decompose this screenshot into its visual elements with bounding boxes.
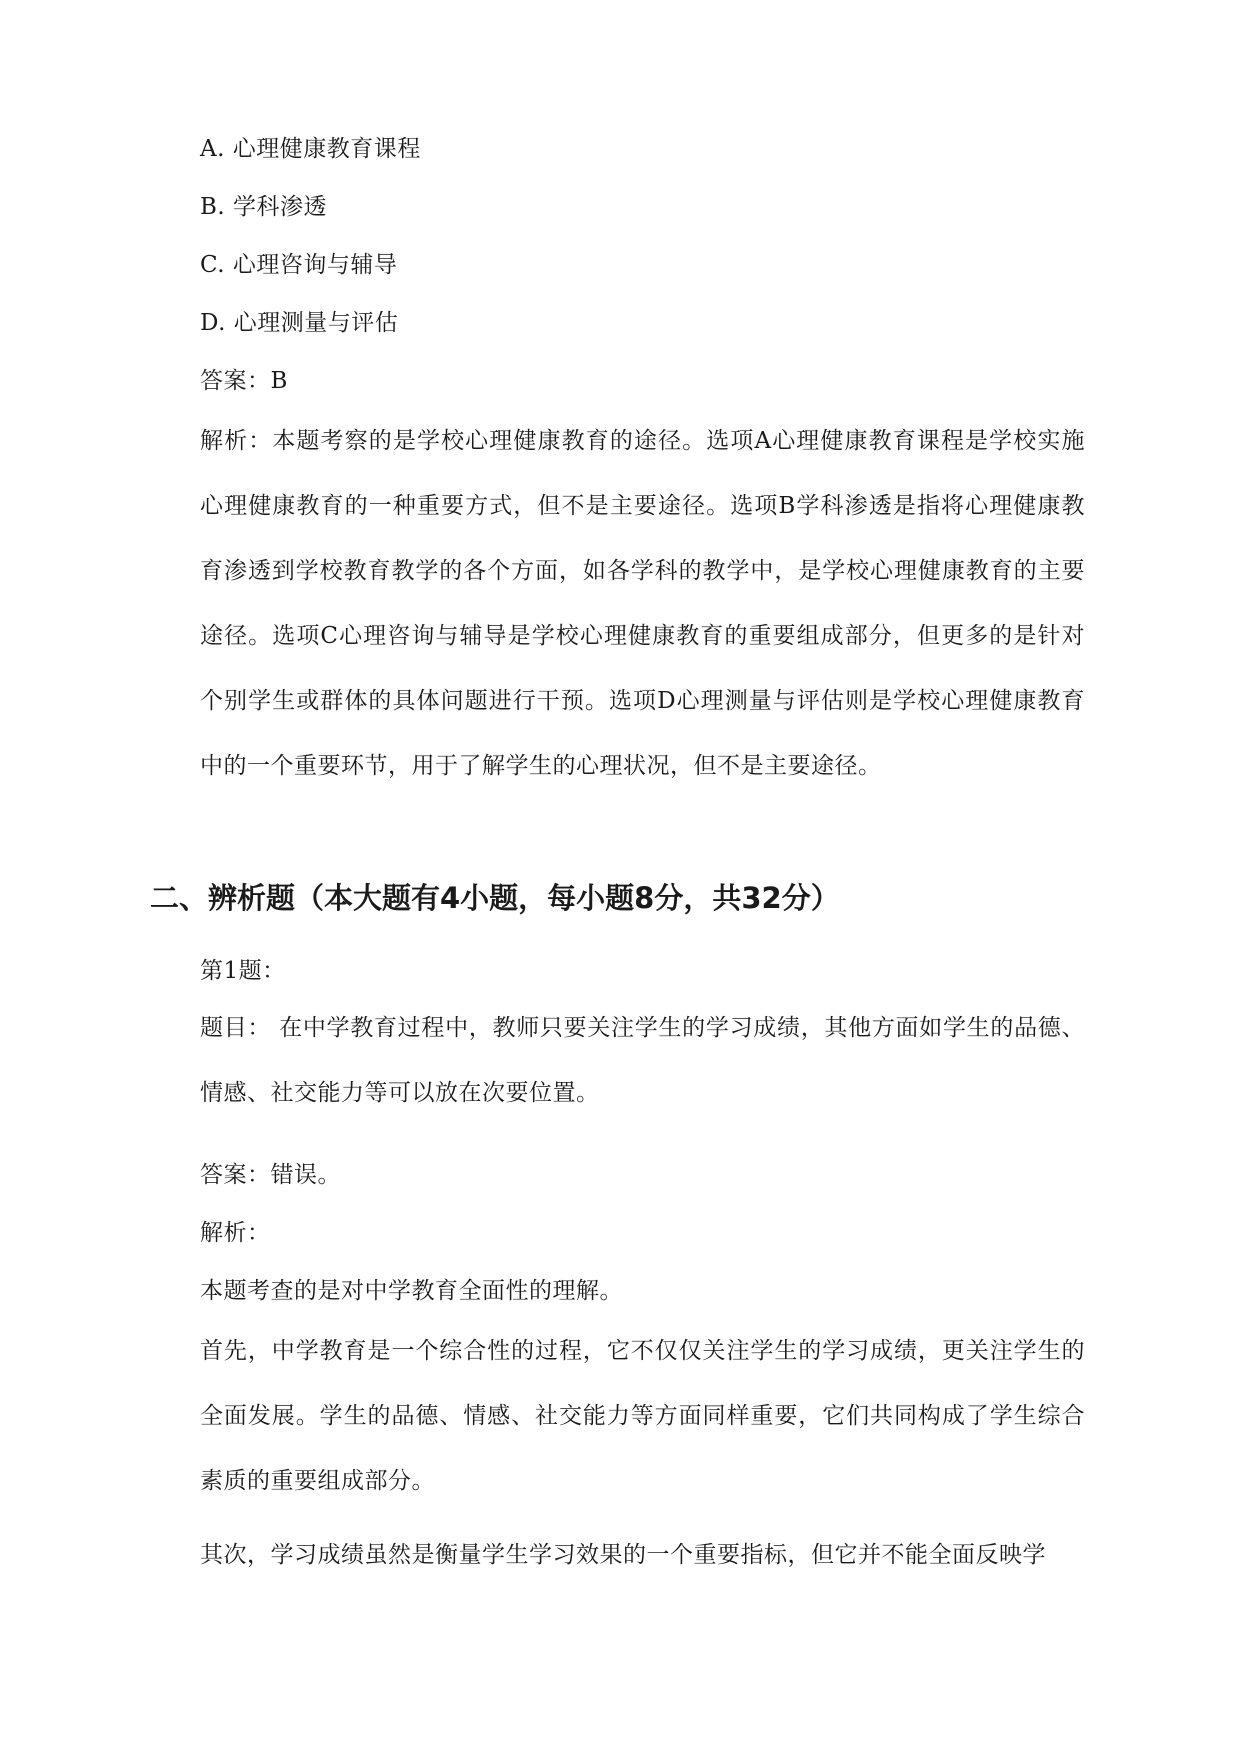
option-d: D. 心理测量与评估 bbox=[200, 310, 399, 336]
analysis-paragraph: 解析：本题考察的是学校心理健康教育的途径。选项A心理健康教育课程是学校实施心理健康教育的一种重要方式，但不是主要途径。选项B学科渗透是指将心理健康教育渗透到学校教育教学的各个方面，如各学科的教学中，是学校心理健康教育的主要途径。选项C心理咨询与辅导是学校心理健康教育的重要组成部分，但更多的是针对个别学生或群体的具体问题进行干预。选项D心理测量与评估则是学校心理健康教育中的一个重要环节，用于了解学生的心理状况，但不是主要途径。 bbox=[200, 428, 1085, 779]
question-number: 第1题： bbox=[200, 958, 286, 984]
option-a: A. 心理健康教育课程 bbox=[200, 136, 421, 162]
section-heading: 二、辨析题（本大题有4小题，每小题8分，共32分） bbox=[150, 881, 840, 915]
analysis-label: 解析： bbox=[200, 1220, 271, 1246]
analysis-intro: 本题考查的是对中学教育全面性的理解。 bbox=[200, 1278, 623, 1304]
answer-line: 答案：B bbox=[200, 368, 288, 394]
question-stem: 题目： 在中学教育过程中，教师只要关注学生的学习成绩，其他方面如学生的品德、情感、社交能力等可以放在次要位置。 bbox=[200, 1015, 1085, 1106]
analysis-point-2: 其次，学习成绩虽然是衡量学生学习效果的一个重要指标，但它并不能全面反映学 bbox=[200, 1542, 1046, 1568]
option-b: B. 学科渗透 bbox=[200, 194, 328, 220]
question-answer: 答案：错误。 bbox=[200, 1162, 341, 1188]
option-c: C. 心理咨询与辅导 bbox=[200, 252, 398, 278]
analysis-point-1: 首先，中学教育是一个综合性的过程，它不仅仅关注学生的学习成绩，更关注学生的全面发展。学生的品德、情感、社交能力等方面同样重要，它们共同构成了学生综合素质的重要组成部分。 bbox=[200, 1338, 1085, 1494]
